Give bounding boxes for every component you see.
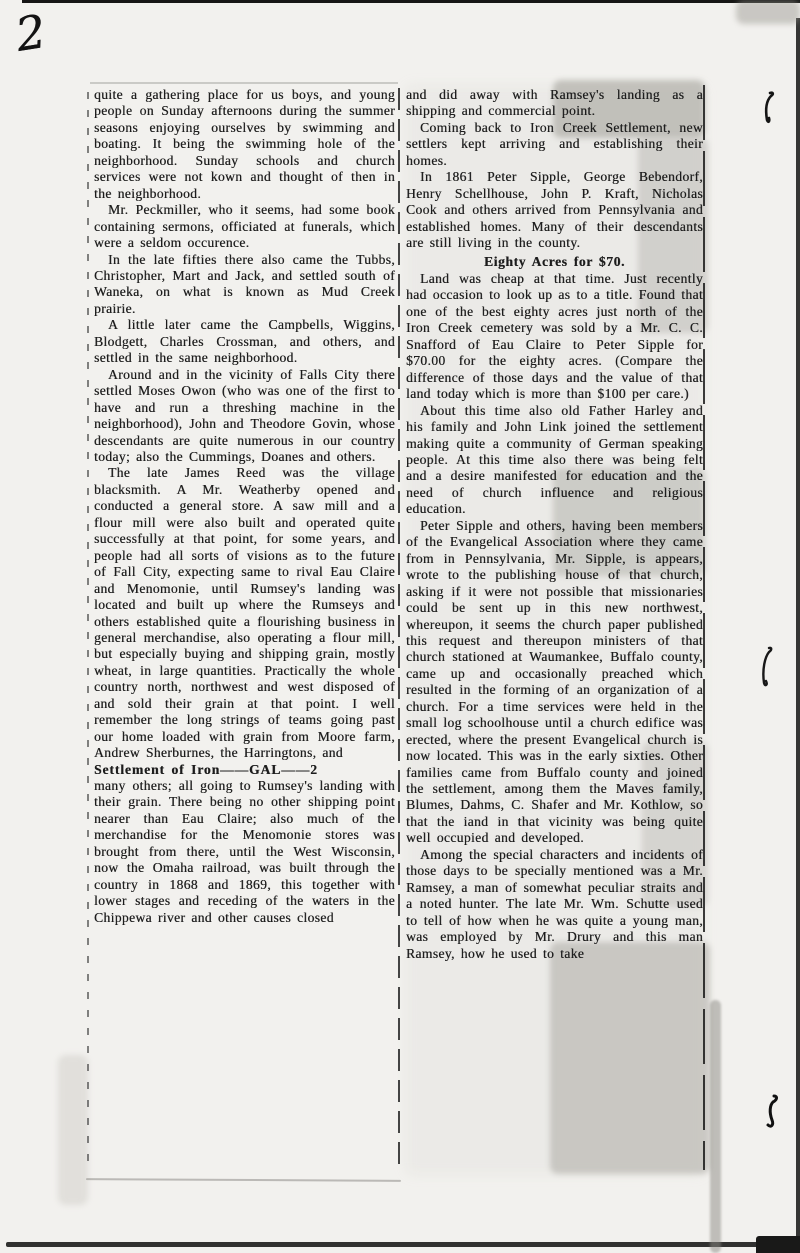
scan-blotch [710, 1000, 721, 1253]
article-paragraph: Around and in the vicinity of Falls City there settled Moses Owon (who was one of the first to have and run a threshing machine in the neighborhood), John and Theodore Govin, whose descendants are quite numerous in our country today; also the Cummings, Doanes and others. [94, 366, 395, 464]
article-paragraph: Coming back to Iron Creek Settlement, new settlers kept arriving and establishing their homes. [406, 119, 703, 168]
article-paragraph: A little later came the Campbells, Wiggins, Blodgett, Charles Crossman, and others, and settled in the same neighborhood. [94, 317, 395, 366]
article-paragraph: quite a gathering place for us boys, and young people on Sunday afternoons during the summer seasons enjoying ourselves by swimming and boating. It being the swimming hole of the neighborhood. Sunday schools and church services were not kown and thought of then in the neighborhood. [94, 87, 395, 201]
scan-blotch [736, 0, 800, 24]
scan-edge-corner-mark [756, 1236, 800, 1253]
article-paragraph: About this time also old Father Harley and his family and John Link joined the settlement making quite a community of German speaking people. At this time also there was being felt and a desire manifested for education and the need of church influence and religious education. [406, 402, 703, 517]
ink-mark [756, 645, 774, 689]
right-column [406, 87, 703, 962]
scan-edge-top-line [22, 0, 800, 3]
clipping-left-edge-rule [87, 92, 89, 1164]
ink-mark [760, 90, 776, 126]
article-paragraph: many others; all going to Rumsey's landing with their grain. There being no other shipping point nearer than Eau Claire; also much of the merchandise for the Menomonie stores was brought from there, until the West Wisconsin, now the Omaha railroad, was built through the country in 1868 and 1869, this together with lower stages and receding of the waters in the Chippewa river and other causes closed [94, 778, 395, 925]
article-paragraph: Land was cheap at that time. Just recently had occasion to look up as to a title. Found that one of the best eighty acres just north of the Iron Creek cemetery was sold by a Mr. C. C. Snafford of Eau Claire to Peter Sipple for $70.00 for the eighty acres. (Compare the difference of those days and the value of that land today which is more than $100 per care.) [406, 270, 703, 402]
left-column [94, 87, 395, 926]
article-paragraph: Mr. Peckmiller, who it seems, had some book containing sermons, officiated at funerals, which were a seldom occurence. [94, 202, 395, 251]
handwritten-page-number: 2 [11, 4, 50, 62]
article-paragraph: and did away with Ramsey's landing as a shipping and commercial point. [406, 87, 703, 119]
section-heading: Eighty Acres for $70. [483, 253, 626, 269]
scan-blotch [550, 942, 710, 1174]
article-paragraph: Peter Sipple and others, having been members of the Evangelical Association where they came from in Pennsylvania, Mr. Sipple, is appears, wrote to the publishing house of that church, asking if it were not possible that missionaries could be sent up in this new northwest, whereupon, it seems the church paper published this request and thereupon ministers of that church stationed at Waumankee, Buffalo county, came up and occasionally preached which resulted in the forming of an organization of a church. For a time services were held in the small log schoolhouse until a church edifice was erected, where the present Evangelical church is now located. This was in the early sixties. Other families came from Buffalo county and joined the settlement, among them the Maves family, Blumes, Dahms, C. Shafer and Mr. Kothlow, so that the iand in that vicinity was being quite well occupied and developed. [406, 517, 703, 846]
clipping-top-edge [90, 82, 398, 84]
clipping-right-edge-rule [703, 85, 705, 1170]
article-paragraph: In 1861 Peter Sipple, George Bebendorf, Henry Schellhouse, John P. Kraft, Nicholas Cook and others arrived from Pennsylvania and established homes. Many of their descendants are still living in the county. [406, 169, 703, 251]
clipping-bottom-edge [86, 1178, 401, 1182]
scan-edge-right-line [796, 18, 800, 1253]
scan-edge-bottom-line [6, 1242, 786, 1247]
article-paragraph: In the late fifties there also came the Tubbs, Christopher, Mart and Jack, and settled south of Waneka, on what is known as Mud Creek prairie. [94, 251, 395, 316]
typesetting-slug-line: Settlement of Iron——GAL——2 [94, 761, 318, 777]
column-divider-rule [398, 88, 400, 1168]
ink-mark [760, 1094, 780, 1134]
article-paragraph: Among the special characters and incidents of those days to be specially mentioned was a Mr. Ramsey, a man of somewhat peculiar straits and a noted hunter. The late Mr. Wm. Schutte used to tell of how when he was quite a young man, was employed by Mr. Drury and this man Ramsey, how he used to take [406, 846, 703, 961]
article-paragraph: The late James Reed was the village blacksmith. A Mr. Weatherby opened and conducted a general store. A saw mill and a flour mill were also built and operated quite successfully at that point, for some years, and people had all sorts of visions as to the future of Fall City, expecting same to rival Eau Claire and Menomonie, until Rumsey's landing was located and built up where the Rumseys and others established quite a flourishing business in general merchandise, also operating a flour mill, but especially buying and shipping grain, mostly wheat, in large quantities. Practically the whole country north, northwest and west disposed of and sold their grain at that point. I well remember the long strings of teams going past our home loaded with grain from Moore farm, Andrew Sherburnes, the Harringtons, and [94, 465, 395, 761]
scan-blotch [58, 1055, 88, 1205]
